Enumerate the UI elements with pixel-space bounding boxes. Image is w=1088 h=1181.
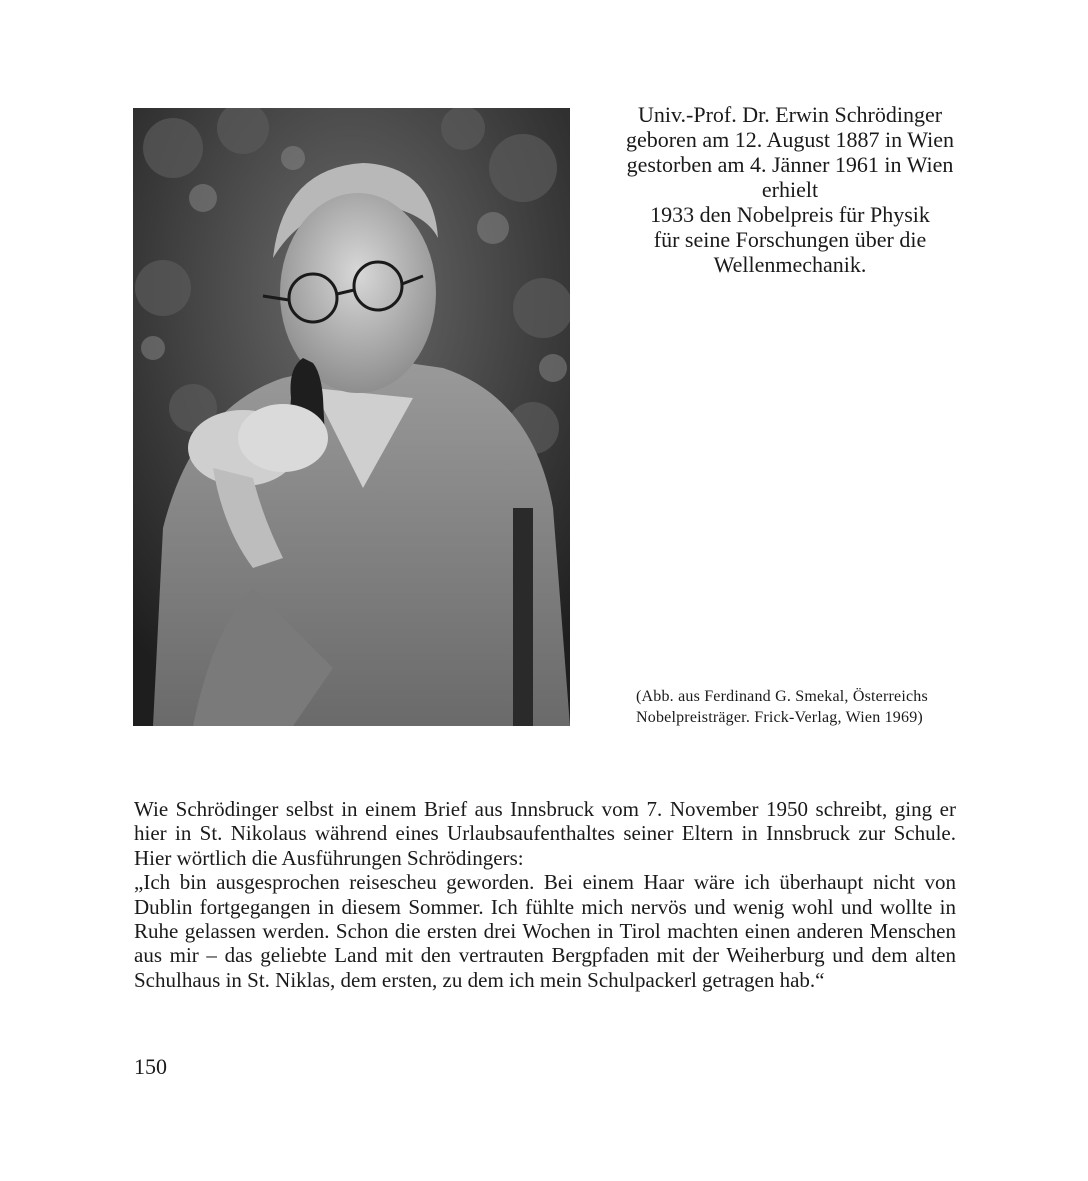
caption-line: 1933 den Nobelpreis für Physik [650,202,930,227]
quote-line: Ruhe gelassen werden. Schon die ersten drei Wochen in Tirol machten einen anderen Menschen [134,919,956,944]
portrait-illustration [133,108,570,726]
quote-line: Schulhaus in St. Niklas, dem ersten, zu dem ich mein Schulpackerl getragen hab.“ [134,967,825,992]
caption-line: geboren am 12. August 1887 in Wien [625,127,955,152]
portrait-photo [133,108,570,726]
caption-line: erhielt [761,177,819,202]
body-line: Wie Schrödinger selbst in einem Brief aus Innsbruck vom 7. November 1950 schreibt, ging er [134,797,956,821]
caption-line: Wellenmechanik. [713,252,867,277]
credit-line: (Abb. aus Ferdinand G. Smekal, Österreichs [636,688,928,705]
body-line: Hier wörtlich die Ausführungen Schrödingers: [134,845,524,870]
quote-line: aus mir – das geliebte Land mit den vertrauten Bergpfaden mit der Weiherburg und dem alten [134,943,956,968]
credit-line: Nobelpreisträger. Frick-Verlag, Wien 1969) [636,709,923,726]
body-text [134,797,956,992]
image-credit [636,686,966,728]
caption-line: gestorben am 4. Jänner 1961 in Wien [626,152,954,177]
quote-line: Dublin fortgegangen in diesem Sommer. Ich fühlte mich nervös und wenig wohl und wollte in [134,894,956,919]
quote-line: „Ich bin ausgesprochen reisescheu geworden. Bei einem Haar wäre ich überhaupt nicht von [134,870,956,895]
caption-line: Univ.-Prof. Dr. Erwin Schrödinger [637,102,943,127]
page-number: 150 [134,1054,167,1079]
photo-caption [610,102,970,277]
caption-line: für seine Forschungen über die [653,227,927,252]
body-line: hier in St. Nikolaus während eines Urlaubsaufenthaltes seiner Eltern in Innsbruck zur Schule. [134,821,956,846]
